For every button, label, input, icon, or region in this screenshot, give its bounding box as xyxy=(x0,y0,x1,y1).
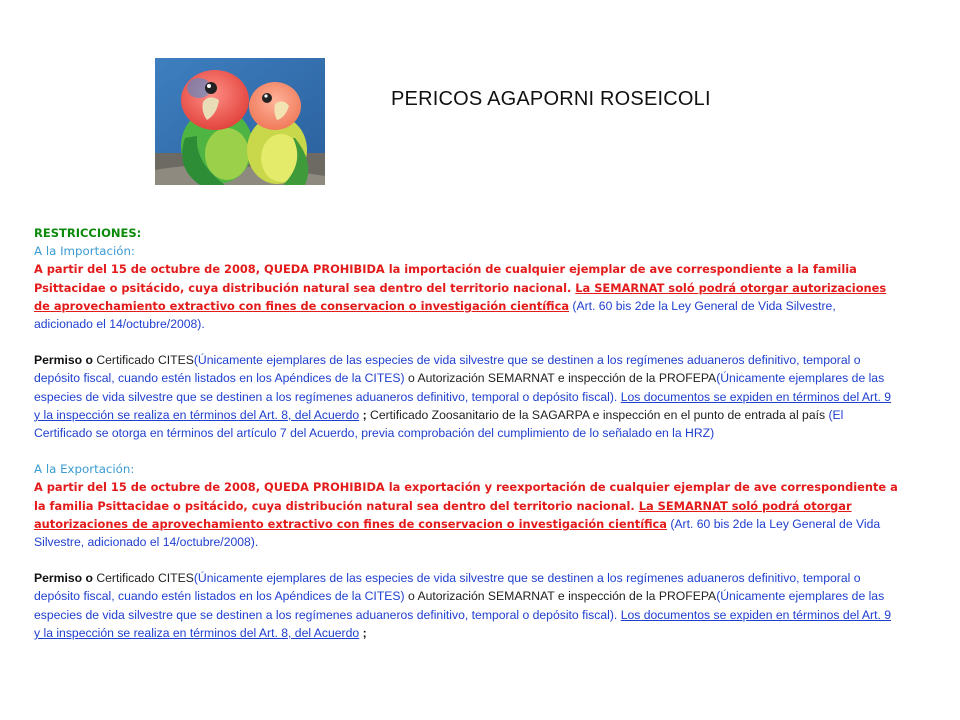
permit-cites-note: (Únicamente ejemplares de las especies de vida silvestre que se destinen a los regímenes aduaneros definitivo, temporal o depósito fiscal, cuando estén listados en los Apéndices de la CITES) xyxy=(34,571,861,604)
import-law-reference: (Art. 60 bis 2de la Ley General de Vida Silvestre, adicionado el 14/octubre/2008). xyxy=(34,298,836,332)
permit-semarnat-note: (Únicamente ejemplares de las especies de vida silvestre que se destinen a los regímenes aduaneros definitivo, temporal o depósito fiscal). xyxy=(34,371,885,404)
permit-zoosanitary-note: (El Certificado se otorga en términos del artículo 7 del Acuerdo, previa comprobación del cumplimiento de lo señalado en la HRZ) xyxy=(34,407,844,441)
permit-semarnat-note: (Únicamente ejemplares de las especies de vida silvestre que se destinen a los regímenes aduaneros definitivo, temporal o depósito fiscal). xyxy=(34,589,885,622)
import-prohibition-text: A partir del 15 de octubre de 2008, QUEDA PROHIBIDA la importación de cualquier ejemplar de ave correspondiente a la familia Psittacidae o psitácido, cuya distribución natural sea dentro del territorio nacional. xyxy=(34,262,857,295)
spacer xyxy=(34,333,898,351)
permit-semarnat-text: o Autorización SEMARNAT e inspección de la PROFEPA xyxy=(404,589,717,604)
import-permit-paragraph xyxy=(34,351,898,442)
import-semarnat-link[interactable]: La SEMARNAT soló podrá otorgar autorizaciones de aprovechamiento extractivo con fines de conservacion o investigación científica xyxy=(34,280,887,313)
export-law-reference: (Art. 60 bis 2de la Ley General de Vida Silvestre, adicionado el 14/octubre/2008). xyxy=(34,516,881,550)
permit-cites-text: Certificado CITES xyxy=(92,571,194,586)
import-paragraph xyxy=(34,260,898,333)
permit-cites-note: (Únicamente ejemplares de las especies de vida silvestre que se destinen a los regímenes aduaneros definitivo, temporal o depósito fiscal, cuando estén listados en los Apéndices de la CITES) xyxy=(34,353,861,386)
lovebird-pair-photo xyxy=(155,58,325,185)
restrictions-heading: RESTRICCIONES: xyxy=(34,226,142,240)
permit-documents-link[interactable]: Los documentos se expiden en términos del Art. 9 y la inspección se realiza en términos del Art. 8, del Acuerdo xyxy=(34,607,892,640)
export-semarnat-link[interactable]: La SEMARNAT soló podrá otorgar autorizaciones de aprovechamiento extractivo con fines de conservacion o investigación científica xyxy=(34,498,852,531)
permit-cites-text: Certificado CITES xyxy=(92,353,194,368)
export-paragraph xyxy=(34,478,898,551)
permit-documents-link[interactable]: Los documentos se expiden en términos del Art. 9 y la inspección se realiza en términos del Art. 8, del Acuerdo xyxy=(34,389,892,422)
lovebird-icon xyxy=(155,58,325,185)
permit-semarnat-text: o Autorización SEMARNAT e inspección de la PROFEPA xyxy=(404,371,717,386)
slide-title: PERICOS AGAPORNI ROSEICOLI xyxy=(391,88,711,110)
export-heading: A la Exportación: xyxy=(34,462,135,477)
semicolon: ; xyxy=(359,407,367,422)
permit-label: Permiso o xyxy=(34,571,93,586)
permit-label: Permiso o xyxy=(34,353,93,368)
permit-zoosanitary-text: Certificado Zoosanitario de la SAGARPA e inspección en el punto de entrada al país xyxy=(366,407,829,422)
import-heading: A la Importación: xyxy=(34,244,135,259)
semicolon: ; xyxy=(359,625,367,640)
restrictions-document xyxy=(34,224,898,642)
spacer xyxy=(34,442,898,460)
spacer xyxy=(34,551,898,569)
export-permit-paragraph xyxy=(34,569,898,642)
export-prohibition-text: A partir del 15 de octubre de 2008, QUEDA PROHIBIDA la exportación y reexportación de cualquier ejemplar de ave correspondiente a la familia Psittacidae o psitácido, cuya distribución natural sea dentro del territorio nacional. xyxy=(34,480,898,513)
